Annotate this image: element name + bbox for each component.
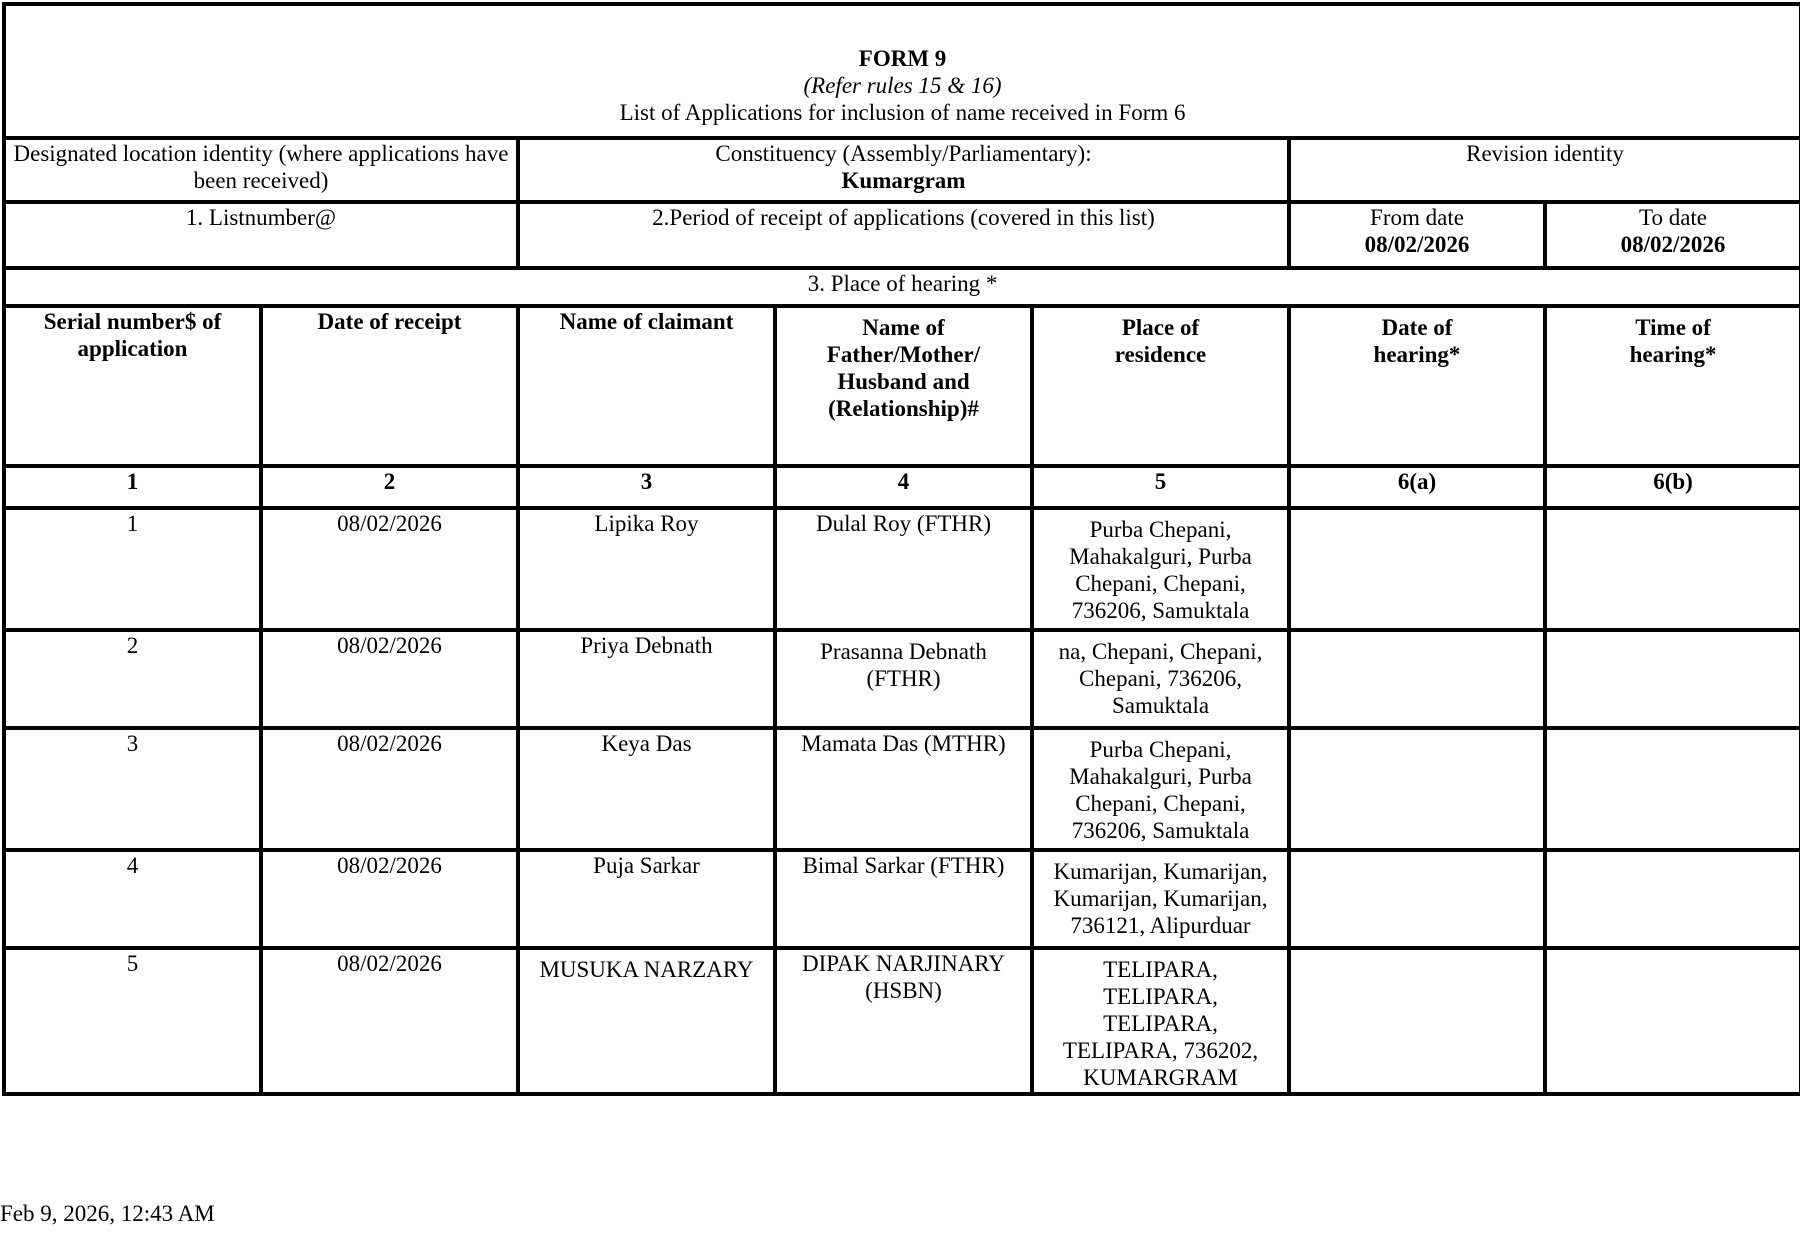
relation-cell: Bimal Sarkar (FTHR) [775, 850, 1032, 948]
column-number: 6(a) [1289, 466, 1545, 508]
residence-cell: na, Chepani, Chepani, Chepani, 736206, Samuktala [1032, 630, 1289, 728]
relation-cell: Mamata Das (MTHR) [775, 728, 1032, 850]
form-table [2, 2, 1800, 1096]
header-date-of-hearing: Date of hearing* [1289, 306, 1545, 466]
hearing-time-cell [1545, 508, 1800, 630]
table-row [4, 508, 1800, 630]
period-label: 2.Period of receipt of applications (covered in this list) [518, 202, 1289, 268]
serial-cell: 2 [4, 630, 261, 728]
hearing-time-cell [1545, 948, 1800, 1094]
residence-cell: Purba Chepani, Mahakalguri, Purba Chepani, Chepani, 736206, Samuktala [1032, 508, 1289, 630]
footer-timestamp: Feb 9, 2026, 12:43 AM [0, 1201, 215, 1226]
claimant-cell: MUSUKA NARZARY [518, 948, 775, 1094]
designated-location-label: Designated location identity (where applications have been received) [4, 138, 518, 202]
column-number: 3 [518, 466, 775, 508]
column-number: 5 [1032, 466, 1289, 508]
column-number: 1 [4, 466, 261, 508]
header-date-of-receipt: Date of receipt [261, 306, 518, 466]
relation-cell: Dulal Roy (FTHR) [775, 508, 1032, 630]
table-row [4, 630, 1800, 728]
to-date-label: To date [1639, 205, 1708, 230]
constituency-value: Kumargram [841, 168, 966, 193]
residence-cell: Purba Chepani, Mahakalguri, Purba Chepani, Chepani, 736206, Samuktala [1032, 728, 1289, 850]
date-cell: 08/02/2026 [261, 728, 518, 850]
period-row [4, 202, 1800, 268]
place-of-hearing-label: 3. Place of hearing * [4, 268, 1800, 306]
list-number-label: 1. Listnumber@ [4, 202, 518, 268]
date-cell: 08/02/2026 [261, 948, 518, 1094]
header-time-of-hearing: Time of hearing* [1545, 306, 1800, 466]
form-description: List of Applications for inclusion of name received in Form 6 [619, 100, 1186, 125]
table-row [4, 728, 1800, 850]
column-number: 2 [261, 466, 518, 508]
form-title: FORM 9 [858, 46, 947, 71]
claimant-cell: Keya Das [518, 728, 775, 850]
info-row [4, 138, 1800, 202]
form-9-document [2, 2, 1799, 1096]
serial-cell: 5 [4, 948, 261, 1094]
serial-cell: 4 [4, 850, 261, 948]
hearing-date-cell [1289, 948, 1545, 1094]
hearing-time-cell [1545, 850, 1800, 948]
header-serial: Serial number$ of application [4, 306, 261, 466]
hearing-date-cell [1289, 850, 1545, 948]
constituency-label: Constituency (Assembly/Parliamentary): [715, 141, 1092, 166]
hearing-time-cell [1545, 728, 1800, 850]
title-cell [4, 4, 1800, 138]
form-subtitle: (Refer rules 15 & 16) [803, 73, 1002, 98]
date-cell: 08/02/2026 [261, 850, 518, 948]
date-cell: 08/02/2026 [261, 508, 518, 630]
table-row [4, 948, 1800, 1094]
hearing-date-cell [1289, 508, 1545, 630]
table-header-row [4, 306, 1800, 466]
serial-cell: 3 [4, 728, 261, 850]
hearing-time-cell [1545, 630, 1800, 728]
claimant-cell: Priya Debnath [518, 630, 775, 728]
column-number: 4 [775, 466, 1032, 508]
from-date-label: From date [1370, 205, 1464, 230]
to-date-value: 08/02/2026 [1620, 232, 1726, 257]
header-relation: Name of Father/Mother/ Husband and (Relationship)# [775, 306, 1032, 466]
date-cell: 08/02/2026 [261, 630, 518, 728]
revision-label: Revision identity [1289, 138, 1800, 202]
serial-cell: 1 [4, 508, 261, 630]
table-row [4, 850, 1800, 948]
header-name-of-claimant: Name of claimant [518, 306, 775, 466]
column-number: 6(b) [1545, 466, 1800, 508]
constituency-cell [518, 138, 1289, 202]
from-date-cell [1289, 202, 1545, 268]
header-place-of-residence: Place of residence [1032, 306, 1289, 466]
place-of-hearing-row [4, 268, 1800, 306]
claimant-cell: Puja Sarkar [518, 850, 775, 948]
residence-cell: Kumarijan, Kumarijan, Kumarijan, Kumarijan, 736121, Alipurduar [1032, 850, 1289, 948]
hearing-date-cell [1289, 728, 1545, 850]
column-number-row [4, 466, 1800, 508]
hearing-date-cell [1289, 630, 1545, 728]
from-date-value: 08/02/2026 [1364, 232, 1470, 257]
title-row [4, 4, 1800, 138]
relation-cell: DIPAK NARJINARY (HSBN) [775, 948, 1032, 1094]
to-date-cell [1545, 202, 1800, 268]
relation-cell: Prasanna Debnath (FTHR) [775, 630, 1032, 728]
claimant-cell: Lipika Roy [518, 508, 775, 630]
residence-cell: TELIPARA, TELIPARA, TELIPARA, TELIPARA, 736202, KUMARGRAM [1032, 948, 1289, 1094]
